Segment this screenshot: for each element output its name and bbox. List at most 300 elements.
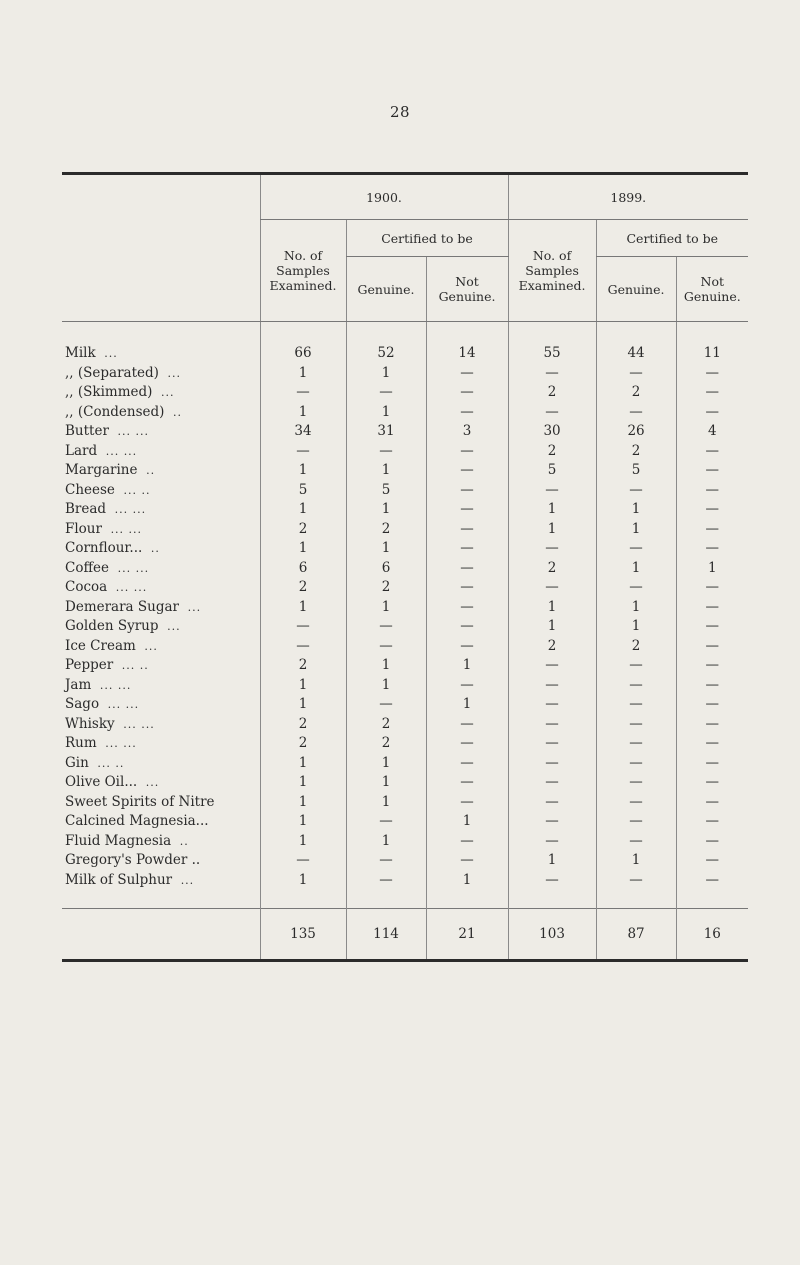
table-row xyxy=(62,500,748,520)
article-name xyxy=(62,656,260,676)
cell-examined-1899: 2 xyxy=(508,559,596,579)
cell-not-genuine-1900: — xyxy=(426,754,508,774)
cell-genuine-1899: 1 xyxy=(596,500,676,520)
cell-examined-1900: 2 xyxy=(260,656,346,676)
cell-genuine-1899: — xyxy=(596,793,676,813)
cell-examined-1900: 1 xyxy=(260,539,346,559)
cell-genuine-1899: 1 xyxy=(596,617,676,637)
cell-examined-1899: 2 xyxy=(508,637,596,657)
table-row xyxy=(62,754,748,774)
table-row xyxy=(62,832,748,852)
article-name xyxy=(62,812,260,832)
cell-examined-1900: 2 xyxy=(260,715,346,735)
leader-dots: ... ... xyxy=(99,678,132,692)
table-row xyxy=(62,793,748,813)
cell-examined-1899: — xyxy=(508,539,596,559)
cell-genuine-1899: — xyxy=(596,676,676,696)
cell-not-genuine-1899: 4 xyxy=(676,422,748,442)
table-row xyxy=(62,637,748,657)
article-label: Rum xyxy=(65,735,97,752)
cell-genuine-1900: 1 xyxy=(346,656,426,676)
cell-not-genuine-1900: — xyxy=(426,520,508,540)
cell-examined-1900: 1 xyxy=(260,598,346,618)
leader-dots: ... xyxy=(160,386,175,400)
leader-dots: ... xyxy=(187,600,202,614)
leader-dots: ... ... xyxy=(105,444,138,458)
cell-examined-1900: — xyxy=(260,442,346,462)
cell-genuine-1900: 1 xyxy=(346,364,426,384)
leader-dots: ... .. xyxy=(123,483,151,497)
article-label: Olive Oil... xyxy=(65,774,138,791)
article-label: Pepper xyxy=(65,657,114,674)
cell-not-genuine-1899: — xyxy=(676,773,748,793)
cell-genuine-1899: — xyxy=(596,403,676,423)
cell-examined-1899: 1 xyxy=(508,598,596,618)
table-row xyxy=(62,559,748,579)
cell-not-genuine-1899: — xyxy=(676,656,748,676)
cell-genuine-1899: 44 xyxy=(596,322,676,364)
cell-not-genuine-1900: — xyxy=(426,617,508,637)
cell-examined-1900: 66 xyxy=(260,322,346,364)
cell-genuine-1899: 2 xyxy=(596,442,676,462)
article-name xyxy=(62,539,260,559)
article-name xyxy=(62,832,260,852)
table-row xyxy=(62,481,748,501)
article-label: ,, (Condensed) xyxy=(65,403,165,420)
cell-examined-1899: — xyxy=(508,715,596,735)
article-name xyxy=(62,617,260,637)
cell-not-genuine-1899: 1 xyxy=(676,559,748,579)
cell-examined-1900: — xyxy=(260,617,346,637)
article-name xyxy=(62,851,260,871)
cell-not-genuine-1899: — xyxy=(676,442,748,462)
cell-examined-1899: 1 xyxy=(508,500,596,520)
cell-not-genuine-1899: — xyxy=(676,676,748,696)
header-blank-2 xyxy=(62,220,260,322)
cell-not-genuine-1900: — xyxy=(426,403,508,423)
article-label: Cornflour... xyxy=(65,540,143,557)
totals-row xyxy=(62,909,748,961)
cell-not-genuine-1899: — xyxy=(676,617,748,637)
article-name xyxy=(62,364,260,384)
article-label: Calcined Magnesia... xyxy=(65,813,209,830)
cell-genuine-1900: 1 xyxy=(346,539,426,559)
cell-genuine-1899: — xyxy=(596,578,676,598)
cell-examined-1900: 1 xyxy=(260,500,346,520)
leader-dots: ... xyxy=(167,366,181,380)
table-row xyxy=(62,734,748,754)
cell-genuine-1899: 1 xyxy=(596,598,676,618)
cell-not-genuine-1900: — xyxy=(426,851,508,871)
cell-examined-1899: 2 xyxy=(508,383,596,403)
cell-not-genuine-1900: — xyxy=(426,442,508,462)
cell-examined-1900: — xyxy=(260,383,346,403)
cell-not-genuine-1900: — xyxy=(426,598,508,618)
cell-genuine-1899: — xyxy=(596,656,676,676)
cell-examined-1900: 2 xyxy=(260,578,346,598)
genuine-1899-header: Genuine. xyxy=(596,257,676,322)
cell-not-genuine-1899: — xyxy=(676,383,748,403)
cell-not-genuine-1899: 11 xyxy=(676,322,748,364)
table-row xyxy=(62,578,748,598)
cell-genuine-1900: — xyxy=(346,637,426,657)
cell-examined-1899: — xyxy=(508,656,596,676)
leader-dots: .. xyxy=(146,464,156,478)
article-name xyxy=(62,773,260,793)
leader-dots: ... ... xyxy=(117,561,150,575)
cell-genuine-1899: — xyxy=(596,773,676,793)
header-blank xyxy=(62,174,260,220)
cell-not-genuine-1900: — xyxy=(426,793,508,813)
cell-not-genuine-1899: — xyxy=(676,481,748,501)
leader-dots: ... ... xyxy=(115,581,148,595)
cell-genuine-1899: 1 xyxy=(596,520,676,540)
cell-examined-1899: — xyxy=(508,871,596,909)
leader-dots: ... ... xyxy=(110,522,143,536)
article-label: Milk of Sulphur xyxy=(65,871,173,888)
cell-genuine-1899: — xyxy=(596,871,676,909)
cell-not-genuine-1900: — xyxy=(426,832,508,852)
cell-examined-1900: 1 xyxy=(260,812,346,832)
cell-genuine-1900: 2 xyxy=(346,578,426,598)
cell-not-genuine-1899: — xyxy=(676,578,748,598)
article-label: Coffee xyxy=(65,559,110,576)
cell-not-genuine-1900: — xyxy=(426,383,508,403)
cell-genuine-1899: 5 xyxy=(596,461,676,481)
article-name xyxy=(62,871,260,909)
certified-1899-header: Certified to be xyxy=(596,220,748,257)
cell-examined-1900: 1 xyxy=(260,832,346,852)
article-name xyxy=(62,422,260,442)
cell-not-genuine-1900: — xyxy=(426,559,508,579)
table-row xyxy=(62,851,748,871)
article-name xyxy=(62,598,260,618)
cell-examined-1900: 34 xyxy=(260,422,346,442)
article-name xyxy=(62,734,260,754)
cell-examined-1899: — xyxy=(508,793,596,813)
certified-1900-header: Certified to be xyxy=(346,220,508,257)
article-label: Margarine xyxy=(65,462,138,479)
cell-not-genuine-1900: — xyxy=(426,734,508,754)
cell-examined-1899: 55 xyxy=(508,322,596,364)
cell-examined-1899: — xyxy=(508,695,596,715)
leader-dots: ... ... xyxy=(105,737,137,751)
article-label: Bread xyxy=(65,501,107,518)
cell-genuine-1900: 6 xyxy=(346,559,426,579)
cell-not-genuine-1899: — xyxy=(676,851,748,871)
article-name xyxy=(62,793,260,813)
article-label: Gregory's Powder .. xyxy=(65,852,201,869)
table-row xyxy=(62,364,748,384)
cell-genuine-1900: — xyxy=(346,442,426,462)
cell-genuine-1900: 2 xyxy=(346,734,426,754)
article-name xyxy=(62,500,260,520)
article-label: Golden Syrup xyxy=(65,618,159,635)
table-row xyxy=(62,676,748,696)
article-name xyxy=(62,676,260,696)
cell-examined-1900: 5 xyxy=(260,481,346,501)
article-name xyxy=(62,559,260,579)
cell-examined-1899: 30 xyxy=(508,422,596,442)
article-label: Cheese xyxy=(65,481,115,498)
article-label: Jam xyxy=(65,676,92,693)
cell-genuine-1900: — xyxy=(346,812,426,832)
cell-examined-1900: 1 xyxy=(260,461,346,481)
cell-examined-1899: — xyxy=(508,812,596,832)
cell-not-genuine-1899: — xyxy=(676,500,748,520)
cell-examined-1900: 1 xyxy=(260,676,346,696)
total-examined-1899: 103 xyxy=(508,909,596,961)
article-name xyxy=(62,695,260,715)
leader-dots: ... ... xyxy=(107,698,140,712)
cell-not-genuine-1899: — xyxy=(676,793,748,813)
table-row xyxy=(62,871,748,909)
year-1899-header: 1899. xyxy=(508,174,748,220)
cell-examined-1899: 1 xyxy=(508,617,596,637)
cell-genuine-1899: — xyxy=(596,695,676,715)
cell-not-genuine-1899: — xyxy=(676,695,748,715)
cell-genuine-1899: 1 xyxy=(596,559,676,579)
cell-not-genuine-1900: 1 xyxy=(426,812,508,832)
leader-dots: ... .. xyxy=(97,756,125,770)
cell-examined-1900: 1 xyxy=(260,773,346,793)
article-label: Sweet Spirits of Nitre xyxy=(65,793,215,810)
cell-examined-1899: — xyxy=(508,481,596,501)
total-not-genuine-1900: 21 xyxy=(426,909,508,961)
leader-dots: ... ... xyxy=(114,503,147,517)
article-label: Lard xyxy=(65,442,98,459)
cell-not-genuine-1900: — xyxy=(426,676,508,696)
cell-genuine-1899: 1 xyxy=(596,851,676,871)
cell-genuine-1900: 1 xyxy=(346,773,426,793)
year-1900-header: 1900. xyxy=(260,174,508,220)
cell-examined-1900: 2 xyxy=(260,520,346,540)
cell-not-genuine-1900: 1 xyxy=(426,695,508,715)
article-label: Demerara Sugar xyxy=(65,598,179,615)
cell-examined-1899: — xyxy=(508,676,596,696)
cell-examined-1899: — xyxy=(508,754,596,774)
cell-genuine-1900: 5 xyxy=(346,481,426,501)
cell-genuine-1900: 52 xyxy=(346,322,426,364)
cell-examined-1899: 1 xyxy=(508,520,596,540)
cell-genuine-1900: — xyxy=(346,871,426,909)
cell-not-genuine-1899: — xyxy=(676,520,748,540)
leader-dots: ... .. xyxy=(121,659,149,673)
cell-not-genuine-1900: 1 xyxy=(426,656,508,676)
table-row xyxy=(62,442,748,462)
cell-genuine-1899: 2 xyxy=(596,637,676,657)
cell-examined-1899: — xyxy=(508,734,596,754)
table-row xyxy=(62,773,748,793)
cell-not-genuine-1900: — xyxy=(426,539,508,559)
total-genuine-1899: 87 xyxy=(596,909,676,961)
cell-not-genuine-1899: — xyxy=(676,461,748,481)
cell-genuine-1899: — xyxy=(596,481,676,501)
article-label: Gin xyxy=(65,754,89,771)
cell-genuine-1900: 1 xyxy=(346,832,426,852)
leader-dots: .. xyxy=(150,542,160,556)
samples-examined-1899-header: No. of Samples Examined. xyxy=(508,220,596,322)
cell-not-genuine-1899: — xyxy=(676,598,748,618)
article-name xyxy=(62,322,260,364)
not-genuine-1900-header: Not Genuine. xyxy=(426,257,508,322)
cell-not-genuine-1900: 1 xyxy=(426,871,508,909)
table-row xyxy=(62,383,748,403)
table-row xyxy=(62,322,748,364)
cell-genuine-1900: 1 xyxy=(346,676,426,696)
leader-dots: ... xyxy=(145,776,160,790)
cell-genuine-1899: — xyxy=(596,539,676,559)
cell-genuine-1899: — xyxy=(596,754,676,774)
page-number: 28 xyxy=(389,103,411,121)
cell-genuine-1900: 1 xyxy=(346,461,426,481)
article-name xyxy=(62,715,260,735)
cell-not-genuine-1899: — xyxy=(676,637,748,657)
cell-examined-1899: — xyxy=(508,578,596,598)
cell-not-genuine-1900: — xyxy=(426,715,508,735)
cell-genuine-1900: 1 xyxy=(346,793,426,813)
cell-genuine-1900: 2 xyxy=(346,715,426,735)
article-name xyxy=(62,403,260,423)
cell-not-genuine-1899: — xyxy=(676,539,748,559)
article-label: Butter xyxy=(65,423,109,440)
cell-not-genuine-1900: — xyxy=(426,461,508,481)
cell-genuine-1899: — xyxy=(596,715,676,735)
cell-not-genuine-1899: — xyxy=(676,832,748,852)
cell-not-genuine-1899: — xyxy=(676,754,748,774)
cell-examined-1899: — xyxy=(508,364,596,384)
totals-label xyxy=(62,909,260,961)
cell-examined-1899: 1 xyxy=(508,851,596,871)
article-label: Ice Cream xyxy=(65,637,136,654)
cell-genuine-1900: — xyxy=(346,695,426,715)
table-row xyxy=(62,695,748,715)
cell-examined-1900: 1 xyxy=(260,871,346,909)
cell-examined-1900: 1 xyxy=(260,793,346,813)
leader-dots: ... xyxy=(104,347,118,361)
table-row xyxy=(62,715,748,735)
total-genuine-1900: 114 xyxy=(346,909,426,961)
cell-genuine-1899: — xyxy=(596,364,676,384)
cell-not-genuine-1899: — xyxy=(676,715,748,735)
cell-not-genuine-1900: — xyxy=(426,364,508,384)
cell-examined-1900: — xyxy=(260,637,346,657)
cell-not-genuine-1900: — xyxy=(426,500,508,520)
article-label: Whisky xyxy=(65,715,115,732)
cell-not-genuine-1899: — xyxy=(676,812,748,832)
leader-dots: ... xyxy=(144,639,158,653)
article-name xyxy=(62,461,260,481)
article-name xyxy=(62,442,260,462)
cell-not-genuine-1899: — xyxy=(676,734,748,754)
cell-genuine-1900: — xyxy=(346,851,426,871)
cell-genuine-1900: 1 xyxy=(346,754,426,774)
table-row xyxy=(62,539,748,559)
article-label: Milk xyxy=(65,345,96,362)
table-row xyxy=(62,422,748,442)
genuine-1900-header: Genuine. xyxy=(346,257,426,322)
cell-genuine-1900: — xyxy=(346,383,426,403)
cell-genuine-1900: 1 xyxy=(346,403,426,423)
table-row xyxy=(62,520,748,540)
table-row xyxy=(62,403,748,423)
cell-genuine-1900: 1 xyxy=(346,500,426,520)
article-label: Sago xyxy=(65,696,100,713)
samples-table xyxy=(62,172,748,962)
leader-dots: ... xyxy=(180,873,195,887)
article-name xyxy=(62,637,260,657)
cell-examined-1900: 6 xyxy=(260,559,346,579)
total-examined-1900: 135 xyxy=(260,909,346,961)
leader-dots: ... xyxy=(167,620,181,634)
leader-dots: ... ... xyxy=(117,425,149,439)
cell-not-genuine-1900: — xyxy=(426,637,508,657)
article-label: ,, (Separated) xyxy=(65,364,159,381)
leader-dots: .. xyxy=(173,405,183,419)
article-name xyxy=(62,520,260,540)
cell-genuine-1900: 2 xyxy=(346,520,426,540)
cell-not-genuine-1900: — xyxy=(426,481,508,501)
cell-genuine-1899: — xyxy=(596,734,676,754)
article-label: ,, (Skimmed) xyxy=(65,384,153,401)
article-label: Cocoa xyxy=(65,579,108,596)
cell-examined-1900: 1 xyxy=(260,364,346,384)
cell-not-genuine-1899: — xyxy=(676,364,748,384)
cell-not-genuine-1900: — xyxy=(426,773,508,793)
cell-examined-1899: 5 xyxy=(508,461,596,481)
table-row xyxy=(62,461,748,481)
cell-examined-1900: 1 xyxy=(260,754,346,774)
table-body xyxy=(62,322,748,909)
samples-examined-1900-header: No. of Samples Examined. xyxy=(260,220,346,322)
article-name xyxy=(62,578,260,598)
cell-examined-1900: — xyxy=(260,851,346,871)
table-row xyxy=(62,812,748,832)
cell-examined-1900: 1 xyxy=(260,695,346,715)
cell-genuine-1899: — xyxy=(596,812,676,832)
table-row xyxy=(62,656,748,676)
cell-not-genuine-1900: 3 xyxy=(426,422,508,442)
cell-genuine-1900: 31 xyxy=(346,422,426,442)
article-label: Fluid Magnesia xyxy=(65,832,172,849)
cell-examined-1899: — xyxy=(508,773,596,793)
article-label: Flour xyxy=(65,520,102,537)
article-name xyxy=(62,754,260,774)
not-genuine-1899-header: Not Genuine. xyxy=(676,257,748,322)
cell-genuine-1899: 2 xyxy=(596,383,676,403)
cell-not-genuine-1900: — xyxy=(426,578,508,598)
cell-genuine-1899: — xyxy=(596,832,676,852)
cell-genuine-1900: 1 xyxy=(346,598,426,618)
cell-examined-1900: 2 xyxy=(260,734,346,754)
cell-genuine-1899: 26 xyxy=(596,422,676,442)
article-name xyxy=(62,481,260,501)
leader-dots: .. xyxy=(179,834,189,848)
cell-examined-1899: 2 xyxy=(508,442,596,462)
cell-not-genuine-1899: — xyxy=(676,871,748,909)
table-row xyxy=(62,598,748,618)
cell-examined-1899: — xyxy=(508,832,596,852)
leader-dots: ... ... xyxy=(123,717,155,731)
total-not-genuine-1899: 16 xyxy=(676,909,748,961)
cell-not-genuine-1900: 14 xyxy=(426,322,508,364)
cell-examined-1900: 1 xyxy=(260,403,346,423)
cell-genuine-1900: — xyxy=(346,617,426,637)
table-row xyxy=(62,617,748,637)
cell-examined-1899: — xyxy=(508,403,596,423)
article-name xyxy=(62,383,260,403)
cell-not-genuine-1899: — xyxy=(676,403,748,423)
